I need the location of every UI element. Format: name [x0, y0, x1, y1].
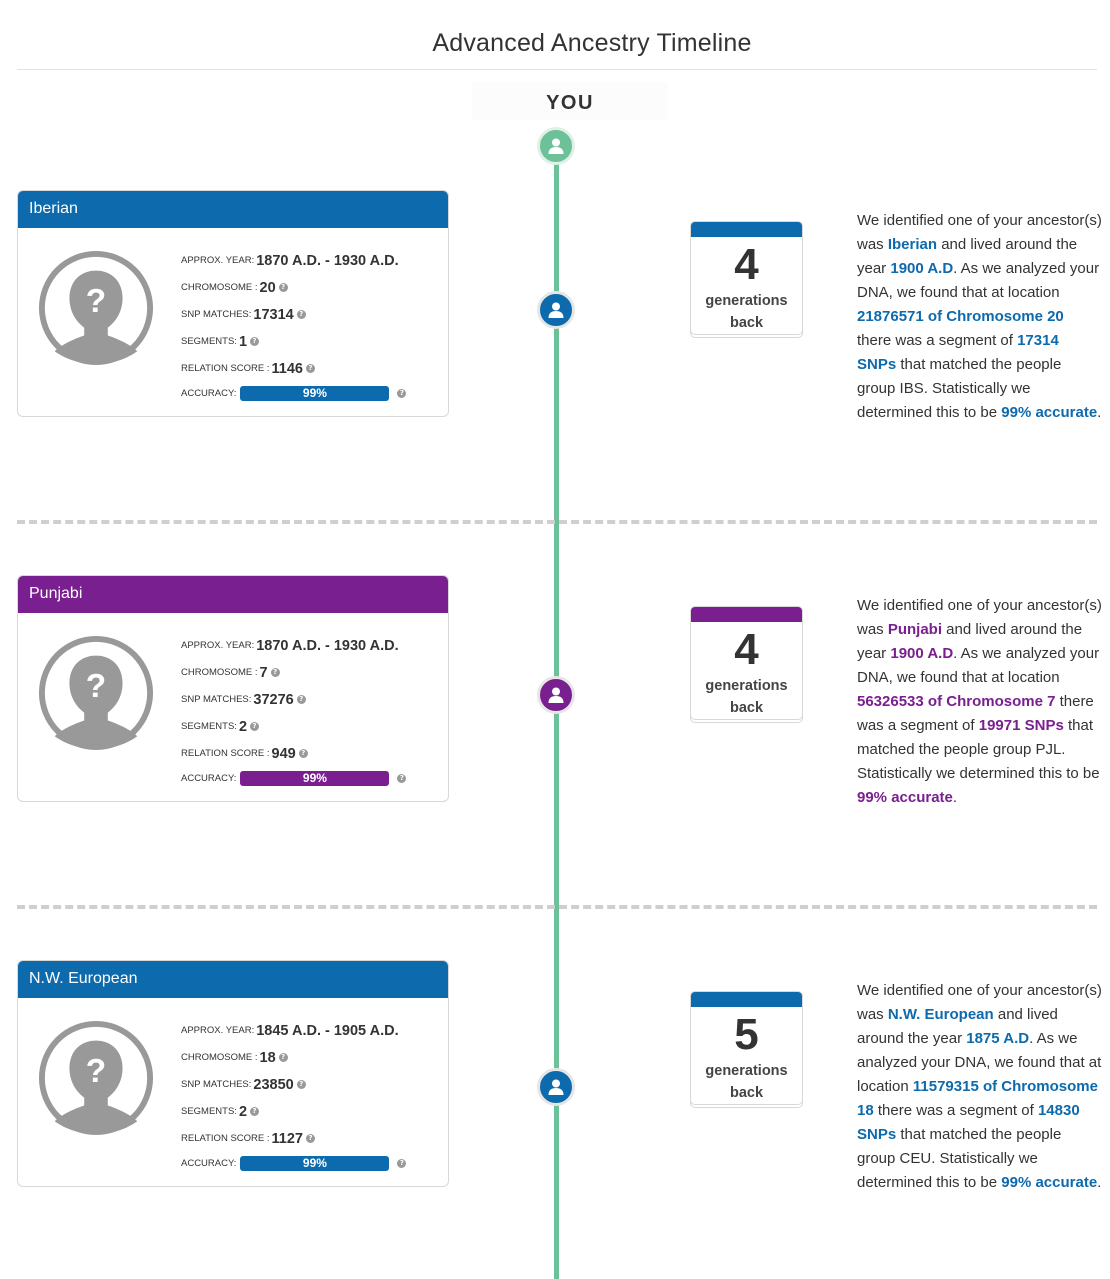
segments-label: SEGMENTS:	[181, 1106, 237, 1117]
card-header: Punjabi	[18, 576, 448, 613]
segments-label: SEGMENTS:	[181, 336, 237, 347]
help-icon[interactable]: ?	[299, 749, 308, 758]
accuracy-label: ACCURACY:	[181, 1157, 237, 1169]
snp-matches-value: 37276	[253, 691, 294, 708]
chromosome-label: CHROMOSOME :	[181, 282, 258, 293]
snp-matches-label: SNP MATCHES:	[181, 309, 252, 320]
badge-cap	[691, 222, 802, 237]
ancestor-description: We identified one of your ancestor(s) was Punjabi and lived around the year 1900 A.D. As we analyzed your DNA, we found that at location 56326533 of Chromosome 7 there was a segment of 19971 SNPs that matched the people group PJL. Statistically we determined this to be 99% accurate.	[857, 597, 1102, 806]
segments-value: 2	[238, 1103, 248, 1120]
segments-label: SEGMENTS:	[181, 721, 237, 732]
approx-year-value: 1870 A.D. - 1930 A.D.	[256, 252, 399, 269]
approx-year-label: APPROX. YEAR:	[181, 255, 255, 266]
generations-back-label: back	[729, 315, 764, 331]
generations-badge	[690, 221, 803, 335]
help-icon[interactable]: ?	[297, 310, 306, 319]
badge-cap	[691, 607, 802, 622]
svg-text:?: ?	[85, 1052, 107, 1090]
card-header: Iberian	[18, 191, 448, 228]
page-title: Advanced Ancestry Timeline	[432, 29, 752, 57]
help-icon[interactable]: ?	[306, 364, 315, 373]
ancestor-description: We identified one of your ancestor(s) was N.W. European and lived around the year 1875 A.D. As we analyzed your DNA, we found that at location 11579315 of Chromosome 18 there was a segment of 14830 SNPs that matched the people group CEU. Statistically we determined this to be 99% accurate.	[857, 982, 1102, 1191]
chromosome-value: 20	[259, 279, 276, 296]
help-icon[interactable]: ?	[397, 389, 406, 398]
ancestor-card	[17, 575, 449, 802]
generations-label: generations	[705, 1063, 788, 1079]
snp-matches-value: 23850	[253, 1076, 294, 1093]
section-divider	[17, 905, 1097, 909]
timeline-node-user-icon[interactable]	[537, 676, 575, 714]
help-icon[interactable]: ?	[297, 1080, 306, 1089]
ancestor-card	[17, 190, 449, 417]
help-icon[interactable]: ?	[297, 695, 306, 704]
generations-badge	[690, 991, 803, 1105]
help-icon[interactable]: ?	[279, 283, 288, 292]
help-icon[interactable]: ?	[250, 722, 259, 731]
relation-score-label: RELATION SCORE :	[181, 748, 270, 759]
help-icon[interactable]: ?	[306, 1134, 315, 1143]
generations-label: generations	[705, 678, 788, 694]
approx-year-value: 1845 A.D. - 1905 A.D.	[256, 1022, 399, 1039]
relation-score-value: 1127	[271, 1130, 303, 1147]
accuracy-label: ACCURACY:	[181, 772, 237, 784]
svg-text:?: ?	[85, 282, 107, 320]
you-label: YOU	[472, 82, 668, 120]
generations-count: 5	[734, 1010, 759, 1059]
generations-back-label: back	[729, 700, 764, 716]
help-icon[interactable]: ?	[397, 774, 406, 783]
chromosome-label: CHROMOSOME :	[181, 1052, 258, 1063]
you-user-icon	[537, 127, 575, 165]
help-icon[interactable]: ?	[271, 668, 280, 677]
snp-matches-label: SNP MATCHES:	[181, 694, 252, 705]
ancestor-card	[17, 960, 449, 1187]
timeline-node-user-icon[interactable]	[537, 291, 575, 329]
approx-year-label: APPROX. YEAR:	[181, 640, 255, 651]
relation-score-value: 949	[271, 745, 296, 762]
generations-label: generations	[705, 293, 788, 309]
unknown-person-icon	[37, 1019, 155, 1137]
accuracy-label: ACCURACY:	[181, 387, 237, 399]
relation-score-value: 1146	[271, 360, 303, 377]
timeline-node-user-icon[interactable]	[537, 1068, 575, 1106]
relation-score-label: RELATION SCORE :	[181, 1133, 270, 1144]
badge-cap	[691, 992, 802, 1007]
title-divider	[17, 69, 1097, 70]
page-header	[232, 18, 952, 68]
approx-year-value: 1870 A.D. - 1930 A.D.	[256, 637, 399, 654]
chromosome-value: 7	[259, 664, 268, 681]
section-divider	[17, 520, 1097, 524]
ancestor-description: We identified one of your ancestor(s) was Iberian and lived around the year 1900 A.D. As we analyzed your DNA, we found that at location 21876571 of Chromosome 20 there was a segment of 17314 SNPs that matched the people group IBS. Statistically we determined this to be 99% accurate.	[857, 212, 1102, 421]
accuracy-bar: 99%	[240, 771, 389, 786]
segments-value: 2	[238, 718, 248, 735]
help-icon[interactable]: ?	[250, 1107, 259, 1116]
unknown-person-icon	[37, 249, 155, 367]
generations-count: 4	[734, 240, 759, 289]
chromosome-label: CHROMOSOME :	[181, 667, 258, 678]
segments-value: 1	[238, 333, 248, 350]
card-header: N.W. European	[18, 961, 448, 998]
generations-badge	[690, 606, 803, 720]
help-icon[interactable]: ?	[250, 337, 259, 346]
snp-matches-label: SNP MATCHES:	[181, 1079, 252, 1090]
svg-text:?: ?	[85, 667, 107, 705]
accuracy-bar: 99%	[240, 1156, 389, 1171]
accuracy-bar: 99%	[240, 386, 389, 401]
generations-back-label: back	[729, 1085, 764, 1101]
approx-year-label: APPROX. YEAR:	[181, 1025, 255, 1036]
relation-score-label: RELATION SCORE :	[181, 363, 270, 374]
chromosome-value: 18	[259, 1049, 276, 1066]
help-icon[interactable]: ?	[397, 1159, 406, 1168]
unknown-person-icon	[37, 634, 155, 752]
help-icon[interactable]: ?	[279, 1053, 288, 1062]
snp-matches-value: 17314	[253, 306, 294, 323]
generations-count: 4	[734, 625, 759, 674]
